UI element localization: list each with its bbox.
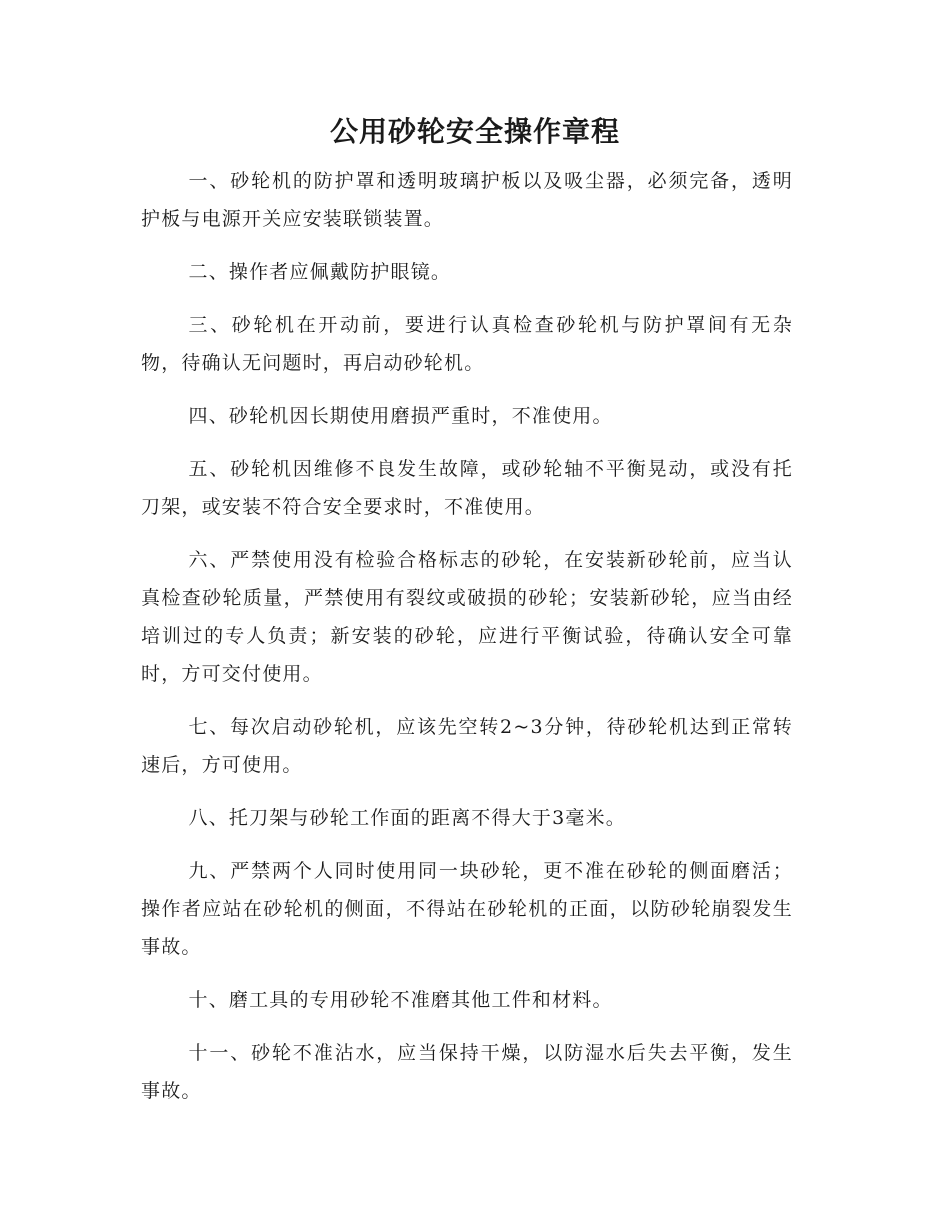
rule-paragraph-8: 八、托刀架与砂轮工作面的距离不得大于3毫米。 [188, 807, 626, 829]
rule-paragraph-4: 四、砂轮机因长期使用磨损严重时，不准使用。 [188, 405, 613, 427]
rule-paragraph-9: 九、严禁两个人同时使用同一块砂轮，更不准在砂轮的侧面磨活；操作者应站在砂轮机的侧面，不得站在砂轮机的正面，以防砂轮崩裂发生事故。 [141, 860, 793, 958]
rule-paragraph-3: 三、砂轮机在开动前，要进行认真检查砂轮机与防护罩间有无杂物，待确认无问题时，再启动砂轮机。 [141, 314, 793, 374]
rule-paragraph-5: 五、砂轮机因维修不良发生故障，或砂轮轴不平衡晃动，或没有托刀架，或安装不符合安全要求时，不准使用。 [141, 458, 793, 518]
rule-paragraph-11: 十一、砂轮不准沾水，应当保持干燥，以防湿水后失去平衡，发生事故。 [141, 1042, 793, 1102]
document-title: 公用砂轮安全操作章程 [329, 115, 620, 148]
rule-paragraph-7: 七、每次启动砂轮机，应该先空转2~3分钟，待砂轮机达到正常转速后，方可使用。 [141, 716, 793, 776]
rule-paragraph-10: 十、磨工具的专用砂轮不准磨其他工件和材料。 [188, 989, 613, 1011]
rule-paragraph-1: 一、砂轮机的防护罩和透明玻璃护板以及吸尘器，必须完备，透明护板与电源开关应安装联锁装置。 [141, 170, 793, 230]
document-body [141, 162, 793, 1125]
rule-paragraph-2: 二、操作者应佩戴防护眼镜。 [188, 261, 452, 283]
rule-paragraph-6: 六、严禁使用没有检验合格标志的砂轮，在安装新砂轮前，应当认真检查砂轮质量，严禁使用有裂纹或破损的砂轮；安装新砂轮，应当由经培训过的专人负责；新安装的砂轮，应进行平衡试验，待确认安全可靠时，方可交付使用。 [141, 549, 793, 685]
